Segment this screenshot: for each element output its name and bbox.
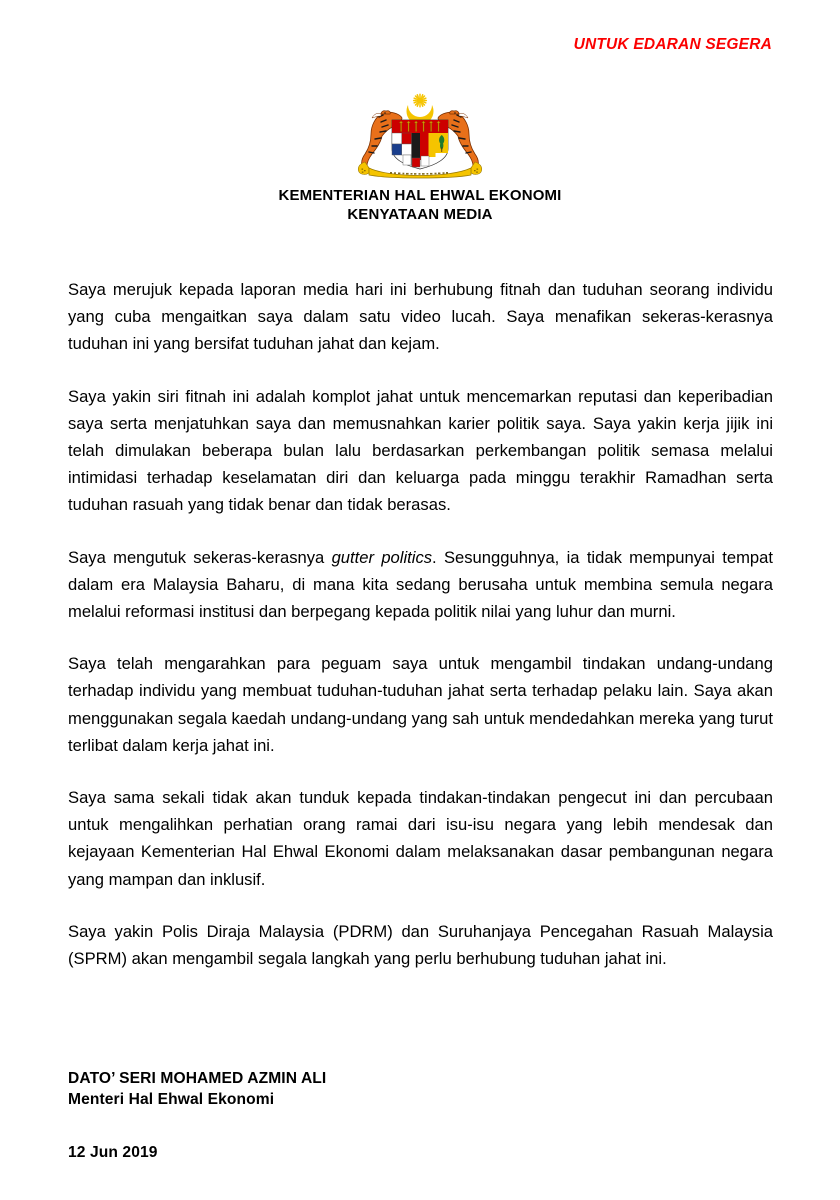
text-run: Saya mengutuk sekeras-kerasnya [68,547,332,567]
text-run: Saya merujuk kepada laporan media hari ini berhubung fitnah dan tuduhan seorang individu yang cuba mengaitkan saya dalam satu video lucah. Saya menafikan sekeras-kerasnya tuduhan ini yang bersifat tuduhan jahat dan kejam. [68,280,773,354]
statement-paragraph [68,918,773,972]
urgent-release-notice: UNTUK EDARAN SEGERA [573,36,772,53]
statement-paragraph [68,784,773,893]
text-run: Saya yakin Polis Diraja Malaysia (PDRM) dan Suruhanjaya Pencegahan Rasuah Malaysia (SPRM) akan mengambil segala langkah yang perlu berhubung tuduhan jahat ini. [68,921,773,969]
statement-paragraph [68,650,773,759]
document-title-block [0,186,840,224]
signatory-name: DATO’ SERI MOHAMED AZMIN ALI [68,1070,327,1087]
statement-date: 12 Jun 2019 [68,1144,158,1161]
statement-paragraph [68,276,773,358]
shield-icon [392,120,448,169]
text-run: Saya telah mengarahkan para peguam saya untuk mengambil tindakan undang-undang terhadap individu yang membuat tuduhan-tuduhan jahat serta terhadap pelaku lain. Saya akan menggunakan segala kaedah undang-undang yang sah untuk mendedahkan mereka yang turut terlibat dalam kerja jahat ini. [68,654,773,755]
text-run: Saya sama sekali tidak akan tunduk kepada tindakan-tindakan pengecut ini dan percubaan untuk mengalihkan perhatian orang ramai dari isu-isu negara yang lebih mendesak dan kejayaan Kementerian Hal Ehwal Ekonomi dalam melaksanakan dasar pembangunan negara yang mampan dan inklusif. [68,788,773,889]
text-run: Saya yakin siri fitnah ini adalah komplot jahat untuk mencemarkan reputasi dan keperibadian saya serta menjatuhkan saya dan memusnahkan karier politik saya. Saya yakin kerja jijik ini telah dimulakan beberapa bulan lalu berdasarkan perkembangan politik semasa melalui intimidasi terhadap keselamatan diri dan keluarga pada minggu terakhir Ramadhan serta tuduhan rasuah yang tidak benar dan tidak berasas. [68,386,773,515]
signature-block [68,1068,773,1163]
malaysia-coat-of-arms-icon [345,92,495,180]
crest-container [0,92,840,180]
statement-paragraph [68,544,773,626]
signatory-role: Menteri Hal Ehwal Ekonomi [68,1091,275,1108]
ministry-name: KEMENTERIAN HAL EHWAL EKONOMI [278,187,562,204]
statement-body [68,276,773,972]
text-run: . Sesungguhnya, ia tidak mempunyai tempat dalam era Malaysia Baharu, di mana kita sedang berusaha untuk membina semula negara melalui reformasi institusi dan berpegang kepada politik nilai yang luhur dan murni. [68,547,773,622]
emphasised-phrase: gutter politics [331,547,433,567]
document-kind: KENYATAAN MEDIA [347,206,493,223]
statement-paragraph [68,383,773,519]
